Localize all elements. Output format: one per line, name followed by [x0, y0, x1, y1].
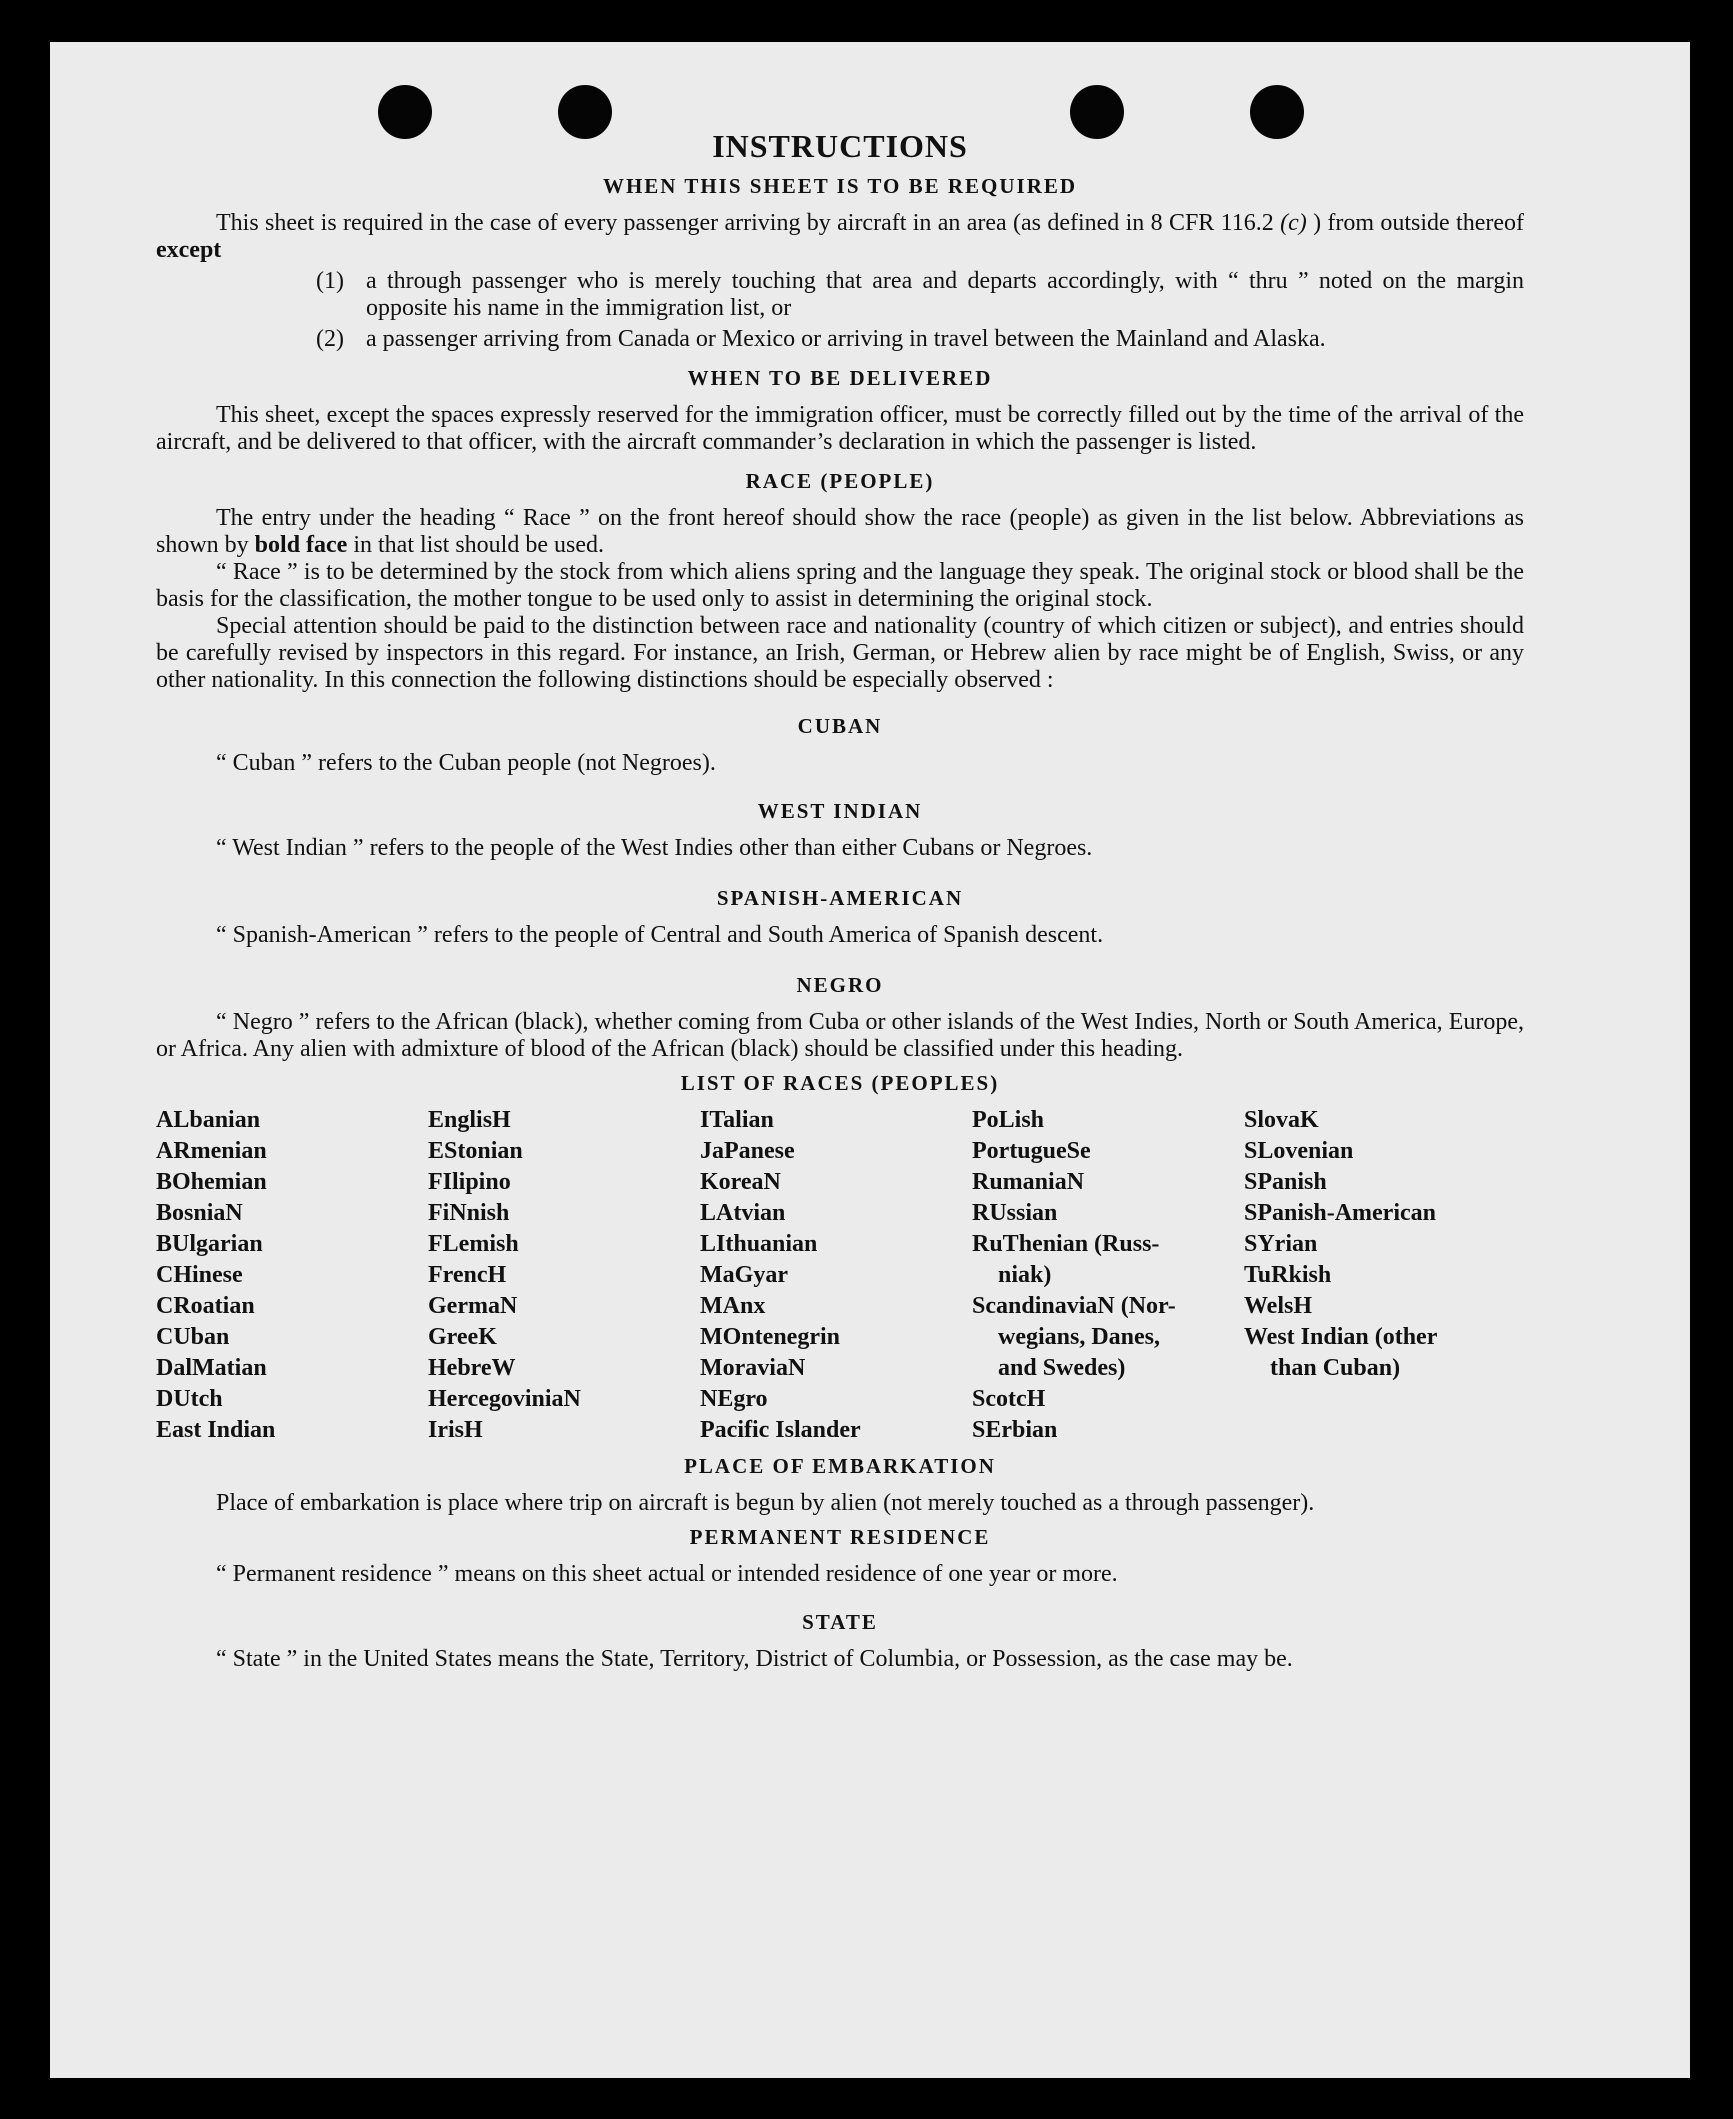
race-entry: MoraviaN — [700, 1355, 806, 1381]
instructions-content — [156, 128, 1524, 1673]
exception-item-1: (1) a through passenger who is merely touching that area and departs accordingly, with “ thru ” noted on the margin opposite his name in the immigration list, or — [316, 268, 1524, 321]
para-permanent-residence: “ Permanent residence ” means on this sheet actual or intended residence of one year or more. — [216, 1561, 1118, 1587]
race-entry: wegians, Danes, — [998, 1324, 1161, 1350]
race-entry: ARmenian — [156, 1138, 267, 1164]
para-embarkation: Place of embarkation is place where trip on aircraft is begun by alien (not merely touched as a through passenger). — [216, 1490, 1315, 1516]
para-when-required: This sheet is required in the case of every passenger arriving by aircraft in an area (as defined in 8 CFR 116.2 (c) ) from outside thereof except — [156, 210, 1524, 263]
race-entry: TuRkish — [1244, 1262, 1332, 1288]
para-when-delivered: This sheet, except the spaces expressly reserved for the immigration officer, must be correctly filled out by the time of the arrival of the aircraft, and be delivered to that officer, with the aircraft commander’s declaration in which the passenger is listed. — [156, 402, 1524, 455]
race-entry: FLemish — [428, 1231, 519, 1257]
para-cuban: “ Cuban ” refers to the Cuban people (not Negroes). — [216, 750, 716, 776]
para-state: “ State ” in the United States means the State, Territory, District of Columbia, or Possession, as the case may be. — [216, 1646, 1293, 1672]
heading-race: RACE (PEOPLE) — [745, 469, 935, 493]
race-entry: JaPanese — [700, 1138, 795, 1164]
race-entry: PoLish — [972, 1107, 1045, 1133]
race-entry: SPanish — [1244, 1169, 1327, 1195]
heading-state: STATE — [802, 1610, 878, 1634]
para-race-3: Special attention should be paid to the distinction between race and nationality (country of which citizen or subject), and entries should be carefully revised by inspectors in this regard. For instance, an Irish, German, or Hebrew alien by race might be of English, Swiss, or any other nationality. In this connection the following distinctions should be especially observed : — [156, 613, 1524, 693]
race-entry: BOhemian — [156, 1169, 267, 1195]
heading-west-indian: WEST INDIAN — [757, 799, 923, 823]
race-entry: SYrian — [1244, 1231, 1318, 1257]
race-entry: LIthuanian — [700, 1231, 818, 1257]
race-entry: MAnx — [700, 1293, 766, 1319]
race-entry: FrencH — [428, 1262, 507, 1288]
heading-when-delivered: WHEN TO BE DELIVERED — [687, 366, 993, 390]
race-entry: KoreaN — [700, 1169, 781, 1195]
heading-negro: NEGRO — [796, 973, 884, 997]
race-entry: RumaniaN — [972, 1169, 1085, 1195]
race-entry: than Cuban) — [1270, 1355, 1401, 1381]
heading-list-of-races: LIST OF RACES (PEOPLES) — [680, 1071, 1000, 1095]
race-entry: SPanish-American — [1244, 1200, 1436, 1226]
race-entry: RUssian — [972, 1200, 1058, 1226]
race-entry: and Swedes) — [998, 1355, 1126, 1381]
race-entry: ALbanian — [156, 1107, 261, 1133]
race-entry: HercegoviniaN — [428, 1386, 581, 1412]
race-entry: SLovenian — [1244, 1138, 1354, 1164]
race-entry: CHinese — [156, 1262, 243, 1288]
race-entry: BUlgarian — [156, 1231, 263, 1257]
para-race-2: “ Race ” is to be determined by the stock from which aliens spring and the language they speak. The original stock or blood shall be the basis for the classification, the mother tongue to be used only to assist in determining the original stock. — [156, 559, 1524, 612]
race-entry: IrisH — [428, 1417, 483, 1443]
race-entry: EnglisH — [428, 1107, 511, 1133]
race-entry: LAtvian — [700, 1200, 786, 1226]
race-entry: FiNnish — [428, 1200, 510, 1226]
race-entry: FIlipino — [428, 1169, 511, 1195]
race-entry: SErbian — [972, 1417, 1058, 1443]
race-entry: WelsH — [1244, 1293, 1313, 1319]
race-entry: CRoatian — [156, 1293, 255, 1319]
race-entry: HebreW — [428, 1355, 516, 1381]
heading-cuban: CUBAN — [797, 714, 883, 738]
race-entry: EStonian — [428, 1138, 523, 1164]
race-entry: SlovaK — [1244, 1107, 1319, 1133]
race-entry: niak) — [998, 1262, 1052, 1288]
race-entry: RuThenian (Russ- — [972, 1231, 1160, 1257]
race-entry: ScandinaviaN (Nor- — [972, 1293, 1176, 1319]
race-entry: ScotcH — [972, 1386, 1046, 1412]
heading-spanish-american: SPANISH-AMERICAN — [716, 886, 964, 910]
para-race-1: The entry under the heading “ Race ” on the front hereof should show the race (people) as given in the list below. Abbreviations as shown by bold face in that list should be used. — [156, 505, 1524, 558]
race-entry: GermaN — [428, 1293, 518, 1319]
race-entry: West Indian (other — [1244, 1324, 1438, 1350]
race-entry: East Indian — [156, 1417, 276, 1443]
race-entry: BosniaN — [156, 1200, 243, 1226]
heading-when-required: WHEN THIS SHEET IS TO BE REQUIRED — [602, 174, 1078, 198]
race-entry: MOntenegrin — [700, 1324, 840, 1350]
race-entry: NEgro — [700, 1386, 768, 1412]
race-entry: ITalian — [700, 1107, 774, 1133]
race-entry — [1244, 1384, 1516, 1415]
para-negro: “ Negro ” refers to the African (black), whether coming from Cuba or other islands of the West Indies, North or South America, Europe, or Africa. Any alien with admixture of blood of the African (black) should be classified under this heading. — [156, 1009, 1524, 1062]
page-title: INSTRUCTIONS — [712, 128, 968, 164]
para-spanish-american: “ Spanish-American ” refers to the people of Central and South America of Spanish descent. — [216, 922, 1104, 948]
race-entry: GreeK — [428, 1324, 497, 1350]
race-entry: PortugueSe — [972, 1138, 1091, 1164]
race-entry: CUban — [156, 1324, 230, 1350]
para-west-indian: “ West Indian ” refers to the people of the West Indies other than either Cubans or Negroes. — [216, 835, 1093, 861]
race-entry: DalMatian — [156, 1355, 267, 1381]
race-entry: DUtch — [156, 1386, 223, 1412]
race-entry — [1244, 1415, 1516, 1446]
exception-item-2: (2) a passenger arriving from Canada or Mexico or arriving in travel between the Mainland and Alaska. — [316, 326, 1326, 352]
race-entry: Pacific Islander — [700, 1417, 861, 1443]
heading-permanent-residence: PERMANENT RESIDENCE — [689, 1525, 991, 1549]
races-table — [156, 1105, 1524, 1446]
heading-embarkation: PLACE OF EMBARKATION — [684, 1454, 996, 1478]
race-entry: MaGyar — [700, 1262, 788, 1288]
